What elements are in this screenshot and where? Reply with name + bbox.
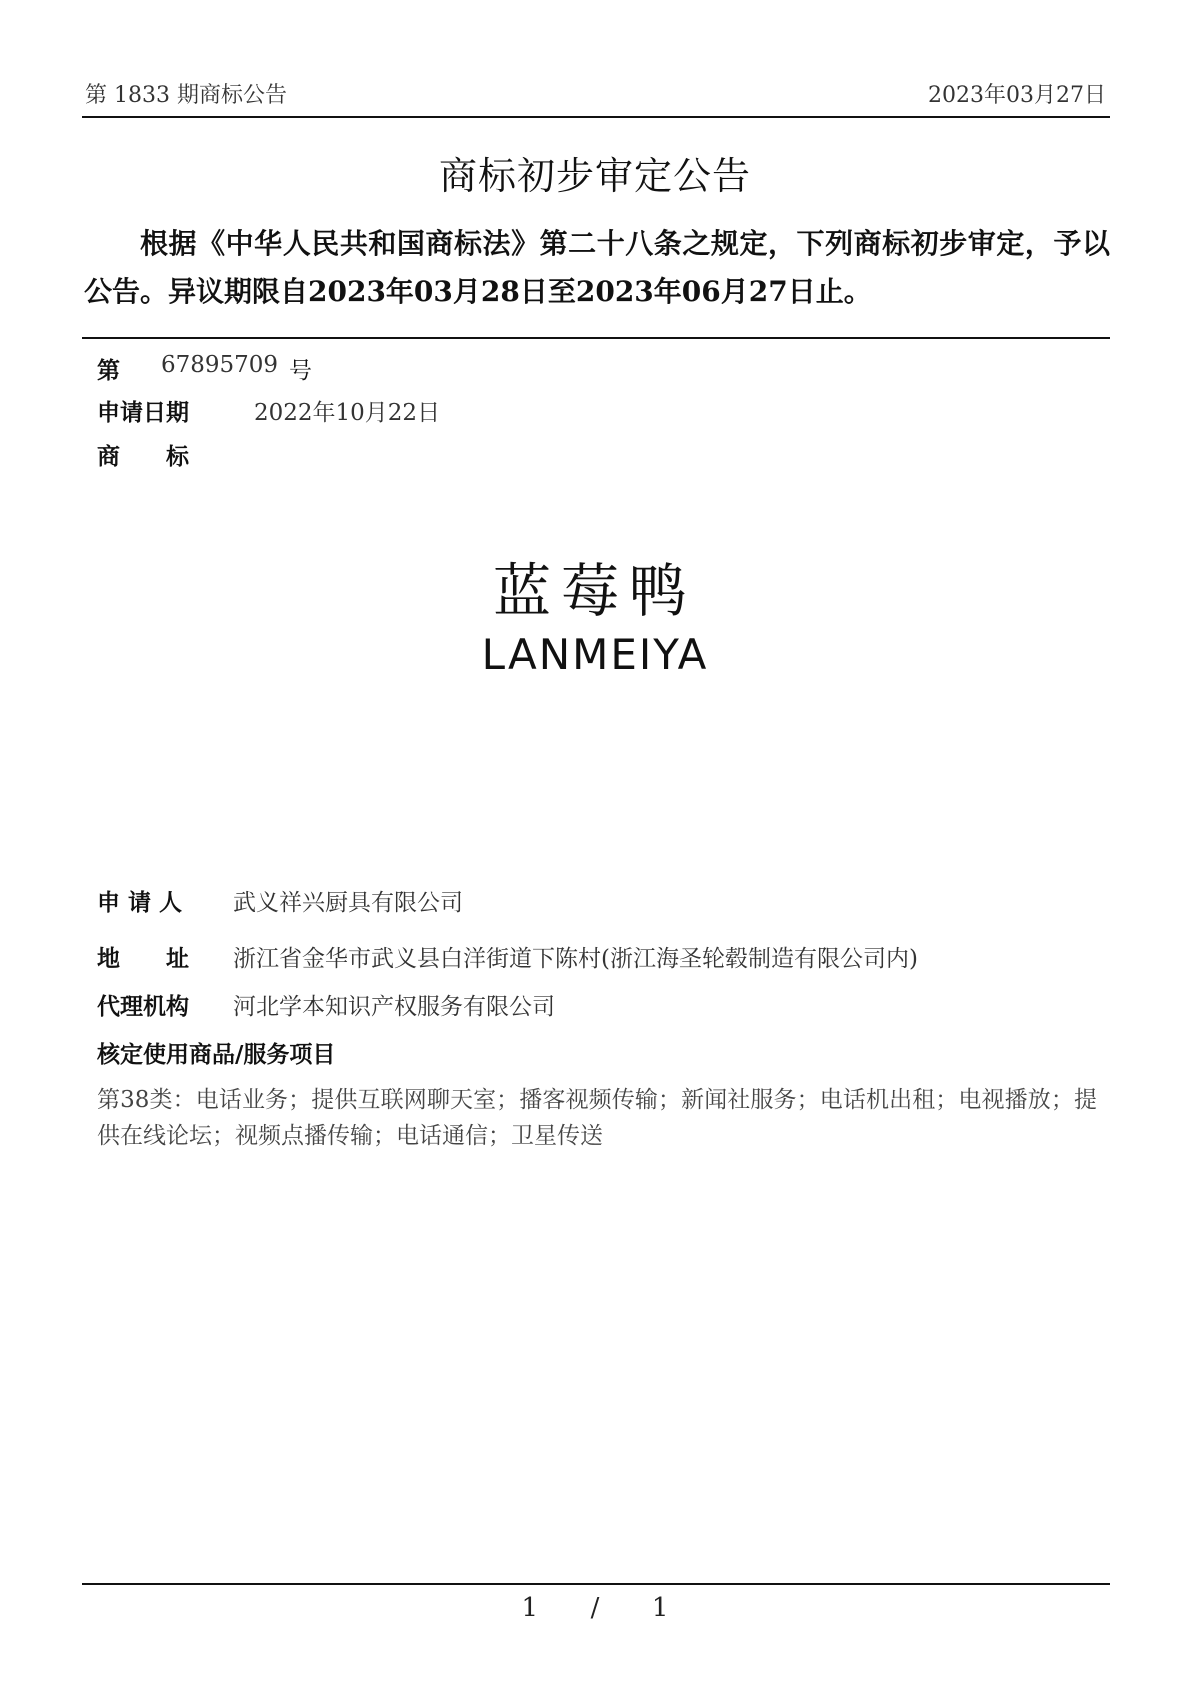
number-prefix: 第: [97, 358, 120, 384]
services-list: 第38类：电话业务；提供互联网聊天室；播客视频传输；新闻社服务；电话机出租；电视播放；提供在线论坛；视频点播传输；电话通信；卫星传送: [97, 1087, 1097, 1149]
current-page: 1: [521, 1593, 539, 1623]
trademark-image: [0, 555, 1190, 683]
publication-date: 2023年03月27日: [928, 83, 1106, 108]
page-title: 商标初步审定公告: [438, 154, 751, 198]
trademark-chinese: 蓝莓鸭: [492, 557, 697, 625]
footer-divider: [82, 1583, 1110, 1585]
apply-date-label: 申请日期: [97, 400, 189, 426]
trademark-label: 商 标: [97, 444, 189, 470]
apply-date-row: [97, 394, 441, 427]
intro-paragraph: 根据《中华人民共和国商标法》第二十八条之规定，下列商标初步审定，予以公告。异议期限自2023年03月28日至2023年06月27日止。: [84, 227, 1110, 308]
address-row: [97, 940, 918, 973]
agency-row: [97, 988, 555, 1021]
number-suffix: 号: [289, 358, 312, 384]
address-label: 地 址: [97, 946, 189, 972]
applicant-label: 申 请 人: [97, 890, 183, 916]
applicant-value: 武义祥兴厨具有限公司: [233, 890, 463, 916]
address-value: 浙江省金华市武义县白洋街道下陈村(浙江海圣轮毂制造有限公司内): [233, 946, 918, 972]
page-indicator: [0, 1593, 1190, 1623]
page-separator: /: [590, 1593, 600, 1623]
registration-number: 67895709: [161, 352, 279, 378]
total-pages: 1: [651, 1593, 669, 1623]
trademark-latin: LANMEIYA: [481, 630, 709, 679]
agency-value: 河北学本知识产权服务有限公司: [233, 994, 555, 1020]
registration-number-row: [97, 352, 312, 385]
section-divider: [82, 337, 1110, 339]
issue-number: 第 1833 期商标公告: [85, 83, 287, 108]
services-title: 核定使用商品/服务项目: [97, 1042, 336, 1068]
apply-date: 2022年10月22日: [254, 400, 441, 426]
header-divider: [82, 116, 1110, 118]
agency-label: 代理机构: [97, 994, 189, 1020]
trademark-row: [97, 438, 189, 471]
applicant-row: [97, 884, 463, 917]
